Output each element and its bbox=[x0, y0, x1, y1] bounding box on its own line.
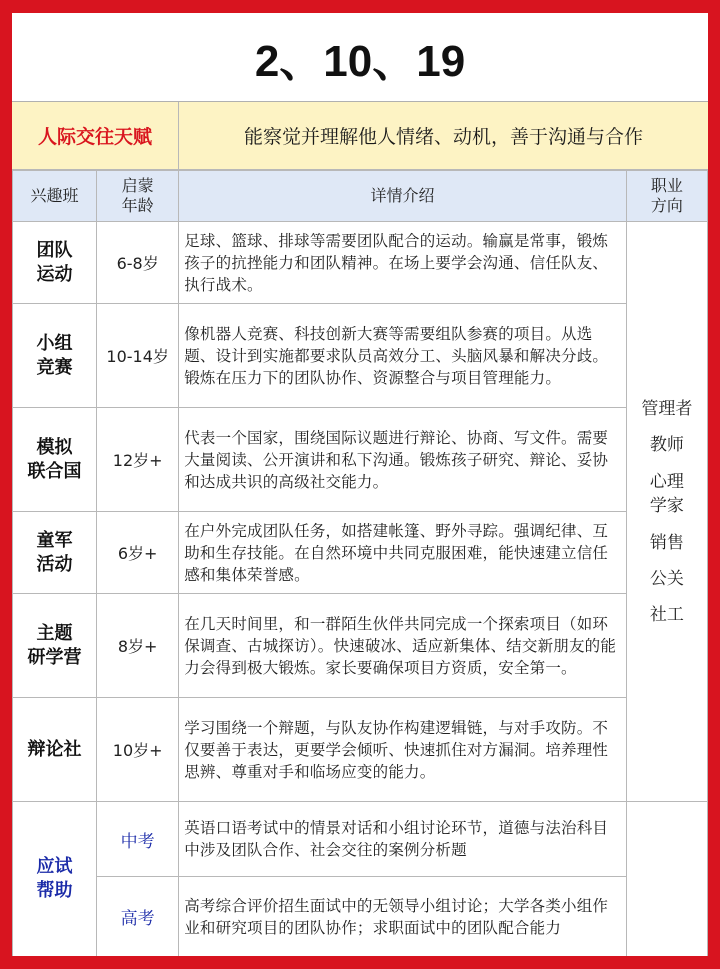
activity-name-line1: 小组 bbox=[36, 332, 73, 354]
table-header-row bbox=[13, 171, 708, 222]
activity-age: 10岁+ bbox=[97, 698, 179, 802]
exam-row bbox=[13, 802, 708, 877]
activity-name bbox=[13, 304, 97, 408]
activity-detail: 足球、篮球、排球等需要团队配合的运动。输赢是常事，锻炼孩子的抗挫能力和团队精神。在场上要学会沟通、信任队友、执行战术。 bbox=[179, 222, 627, 304]
table-row bbox=[13, 408, 708, 512]
exam-level: 高考 bbox=[97, 877, 179, 957]
activity-name bbox=[13, 594, 97, 698]
activity-name-line1: 模拟 bbox=[36, 436, 73, 458]
activity-name-line2: 竞赛 bbox=[36, 356, 73, 378]
header-detail: 详情介绍 bbox=[179, 171, 627, 222]
activity-detail: 像机器人竞赛、科技创新大赛等需要组队参赛的项目。从选题、设计到实施都要求队员高效分工、头脑风暴和解决分歧。锻炼在压力下的团队协作、资源整合与项目管理能力。 bbox=[179, 304, 627, 408]
activity-detail: 在户外完成团队任务，如搭建帐篷、野外寻踪。强调纪律、互助和生存技能。在自然环境中共同克服困难，能快速建立信任感和集体荣誉感。 bbox=[179, 512, 627, 594]
header-career-line1: 职业 bbox=[650, 176, 683, 195]
career-item: 教师 bbox=[649, 434, 684, 455]
talent-row bbox=[12, 102, 708, 170]
table-row bbox=[13, 594, 708, 698]
career-item: 社工 bbox=[649, 604, 684, 625]
header-activity: 兴趣班 bbox=[13, 171, 97, 222]
header-age-line1: 启蒙 bbox=[121, 176, 154, 195]
exam-detail: 英语口语考试中的情景对话和小组讨论环节，道德与法治科目中涉及团队合作、社会交往的案例分析题 bbox=[179, 802, 627, 877]
talent-name: 人际交往天赋 bbox=[12, 102, 179, 169]
activity-age: 6岁+ bbox=[97, 512, 179, 594]
header-age-line2: 年龄 bbox=[121, 196, 154, 215]
table-row bbox=[13, 512, 708, 594]
page-title: 2、10、19 bbox=[12, 13, 708, 103]
header-career-line2: 方向 bbox=[650, 196, 683, 215]
activity-detail: 在几天时间里，和一群陌生伙伴共同完成一个探索项目（如环保调查、古城探访）。快速破冰、适应新集体、结交新朋友的能力会得到极大锻炼。家长要确保项目方资质，安全第一。 bbox=[179, 594, 627, 698]
exam-label-line1: 应试 bbox=[36, 856, 73, 877]
activity-name bbox=[13, 408, 97, 512]
exam-level: 中考 bbox=[97, 802, 179, 877]
info-card bbox=[12, 13, 708, 956]
activity-age: 10-14岁 bbox=[97, 304, 179, 408]
activity-name: 辩论社 bbox=[13, 698, 97, 802]
career-item: 管理者 bbox=[641, 398, 693, 419]
activity-detail: 代表一个国家，围绕国际议题进行辩论、协商、写文件。需要大量阅读、公开演讲和私下沟通。锻炼孩子研究、辩论、妥协和达成共识的高级社交能力。 bbox=[179, 408, 627, 512]
exam-detail: 高考综合评价招生面试中的无领导小组讨论；大学各类小组作业和研究项目的团队协作；求职面试中的团队配合能力 bbox=[179, 877, 627, 957]
exam-row bbox=[13, 877, 708, 957]
activity-name-line1: 团队 bbox=[36, 239, 73, 261]
activity-name-line1: 童军 bbox=[36, 529, 73, 551]
exam-label-line2: 帮助 bbox=[36, 880, 73, 901]
activity-age: 8岁+ bbox=[97, 594, 179, 698]
career-item: 公关 bbox=[649, 568, 684, 589]
header-career bbox=[626, 171, 707, 222]
blank-cell bbox=[626, 802, 707, 957]
career-directions bbox=[626, 222, 707, 802]
activity-name-line2: 活动 bbox=[36, 553, 73, 575]
activity-name-line1: 主题 bbox=[36, 622, 73, 644]
career-item bbox=[627, 470, 707, 518]
talent-description: 能察觉并理解他人情绪、动机，善于沟通与合作 bbox=[243, 126, 643, 148]
activity-name-line2: 联合国 bbox=[27, 460, 82, 482]
exam-help-label bbox=[13, 802, 97, 957]
career-item: 销售 bbox=[649, 532, 684, 553]
table-row bbox=[13, 222, 708, 304]
header-age bbox=[97, 171, 179, 222]
activity-name-line2: 运动 bbox=[36, 263, 73, 285]
activity-name bbox=[13, 222, 97, 304]
activity-name bbox=[13, 512, 97, 594]
activity-name-line2: 研学营 bbox=[27, 646, 82, 668]
activity-table bbox=[12, 170, 708, 956]
activity-age: 12岁+ bbox=[97, 408, 179, 512]
table-row bbox=[13, 698, 708, 802]
career-item-text: 心理 学家 bbox=[649, 471, 684, 516]
table-row bbox=[13, 304, 708, 408]
activity-age: 6-8岁 bbox=[97, 222, 179, 304]
activity-detail: 学习围绕一个辩题，与队友协作构建逻辑链，与对手攻防。不仅要善于表达，更要学会倾听、快速抓住对方漏洞。培养理性思辨、尊重对手和临场应变的能力。 bbox=[179, 698, 627, 802]
